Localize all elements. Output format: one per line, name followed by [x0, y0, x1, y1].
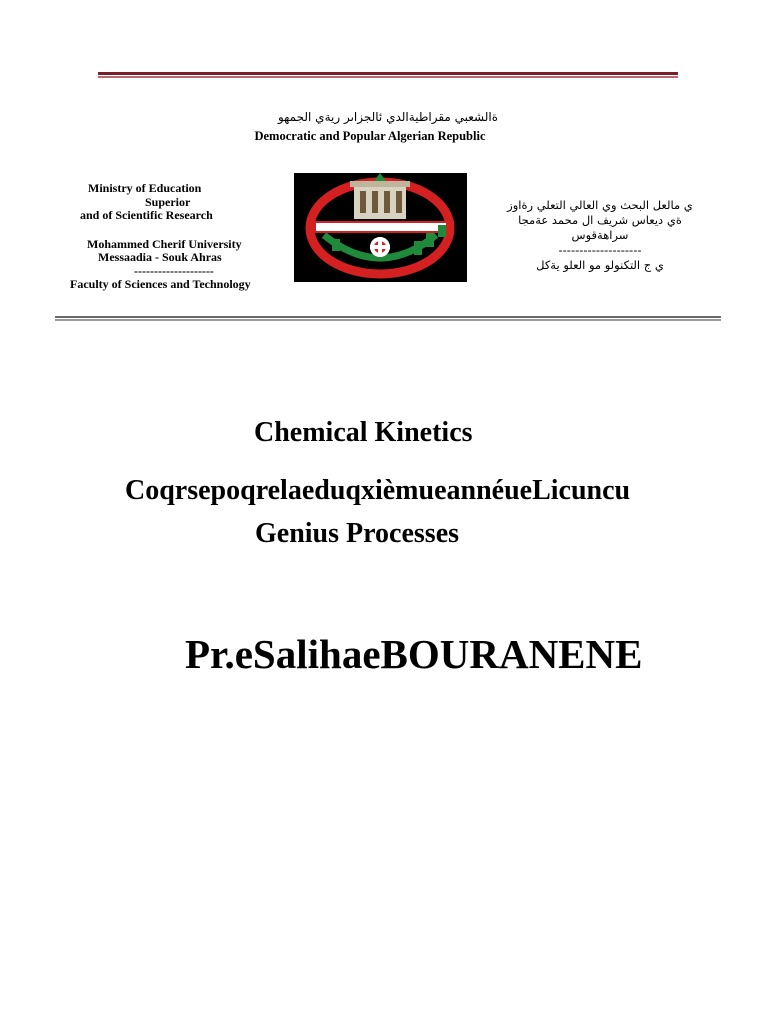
- university-seal-icon: [294, 173, 467, 282]
- city-line: Messaadia - Souk Ahras: [98, 250, 222, 264]
- english-republic-title: Democratic and Popular Algerian Republic: [254, 129, 486, 143]
- arabic-faculty-line: ي ج التكنولو مو العلو يةكل: [536, 258, 664, 272]
- institution-right-block-arabic: [500, 198, 700, 273]
- arabic-city-line: سراهةقوس: [571, 228, 629, 242]
- ministry-line-3: and of Scientific Research: [80, 208, 213, 222]
- university-seal-logo: [294, 173, 467, 282]
- top-divider: [98, 72, 678, 79]
- arabic-republic-title: ةالشعبي مقراطيةالدي ئالجزاىر ريةي الجمهو: [277, 110, 499, 124]
- university-line: Mohammed Cherif University: [87, 236, 242, 251]
- course-title: Chemical Kinetics: [254, 417, 473, 448]
- arabic-separator-line: --------------------: [558, 243, 642, 257]
- faculty-line: Faculty of Sciences and Technology: [70, 277, 251, 291]
- section-divider: [55, 316, 721, 321]
- separator-line: --------------------: [134, 263, 214, 278]
- author-name: Pr.eSalihaeBOURANENE: [185, 631, 643, 677]
- ministry-line-2: Superior: [145, 194, 191, 209]
- institution-left-block: [60, 182, 290, 292]
- ministry-line: Ministry of Education: [88, 181, 202, 195]
- course-subtitle-line-2: Genius Processes: [255, 518, 460, 549]
- course-subtitle-line-1: CoqrsepoqrelaeduqxièmueannéueLicuncu: [125, 475, 631, 506]
- arabic-university-line: ةي ديعاس شريف ال محمد عةمجا: [518, 213, 682, 227]
- arabic-ministry-line: ي مالعل البحث وي العالي التعلي رةاوز: [507, 198, 693, 212]
